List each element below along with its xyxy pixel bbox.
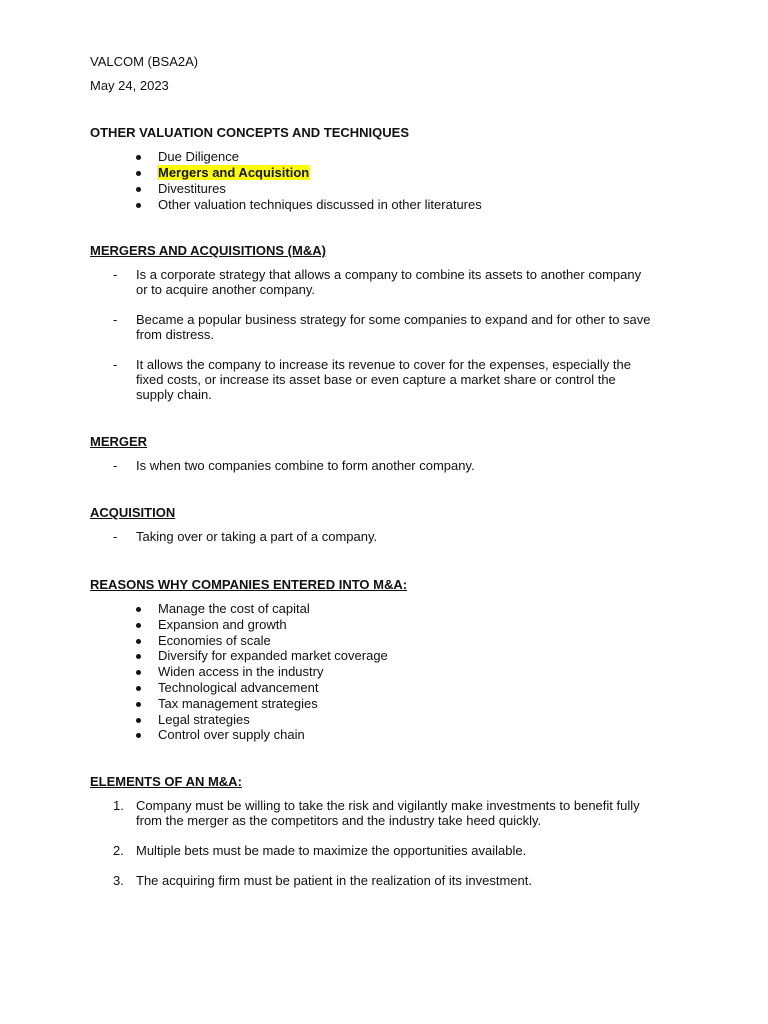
bullet-icon (136, 623, 141, 628)
section-title-elements: ELEMENTS OF AN M&A: (90, 774, 242, 789)
dash-icon: - (113, 529, 118, 544)
list-item: Economies of scale (158, 633, 271, 648)
list-item: Other valuation techniques discussed in other literatures (158, 197, 482, 212)
paragraph-line: Became a popular business strategy for some companies to expand and for other to save (136, 312, 651, 327)
list-number: 3. (113, 873, 124, 888)
paragraph-line: or to acquire another company. (136, 282, 315, 297)
list-item: Widen access in the industry (158, 664, 324, 679)
list-item: Due Diligence (158, 149, 239, 164)
dash-icon: - (113, 458, 118, 473)
bullet-icon (136, 203, 141, 208)
bullet-icon (136, 639, 141, 644)
numbered-item-line: Company must be willing to take the risk and vigilantly make investments to benefit fully (136, 798, 640, 813)
list-item: Manage the cost of capital (158, 601, 310, 616)
bullet-icon (136, 718, 141, 723)
bullet-icon (136, 155, 141, 160)
list-item: Technological advancement (158, 680, 319, 695)
paragraph-line: from distress. (136, 327, 215, 342)
author-line: VALCOM (BSA2A) (90, 54, 199, 69)
paragraph-line: It allows the company to increase its revenue to cover for the expenses, especially the (136, 357, 631, 372)
section-title-reasons: REASONS WHY COMPANIES ENTERED INTO M&A: (90, 577, 408, 592)
list-item: Expansion and growth (158, 617, 287, 632)
paragraph-line: Is a corporate strategy that allows a company to combine its assets to another company (136, 267, 642, 282)
list-item: Legal strategies (158, 712, 250, 727)
dash-icon: - (113, 357, 118, 372)
bullet-icon (136, 670, 141, 675)
list-number: 2. (113, 843, 124, 858)
section-title-other-valuation: OTHER VALUATION CONCEPTS AND TECHNIQUES (90, 125, 409, 140)
list-item: Diversify for expanded market coverage (158, 648, 388, 663)
dash-icon: - (113, 312, 118, 327)
paragraph-line: Is when two companies combine to form another company. (136, 458, 475, 473)
paragraph-line: fixed costs, or increase its asset base or even capture a market share or control the (136, 372, 616, 387)
numbered-item-line: Multiple bets must be made to maximize the opportunities available. (136, 843, 527, 858)
list-item: Control over supply chain (158, 727, 305, 742)
list-item-highlighted (157, 165, 310, 180)
bullet-icon (136, 654, 141, 659)
paragraph-line: Taking over or taking a part of a company. (136, 529, 378, 544)
section-title-merger: MERGER (90, 434, 148, 449)
list-item: Divestitures (158, 181, 226, 196)
numbered-item-line: from the merger as the competitors and the industry take heed quickly. (136, 813, 542, 828)
section-title-mergers-acquisitions: MERGERS AND ACQUISITIONS (M&A) (90, 243, 326, 258)
section-title-acquisition: ACQUISITION (90, 505, 176, 520)
bullet-icon (136, 607, 141, 612)
bullet-icon (136, 686, 141, 691)
dash-icon: - (113, 267, 118, 282)
highlighted-text: Mergers and Acquisition (158, 165, 310, 180)
bullet-icon (136, 171, 141, 176)
bullet-icon (136, 733, 141, 738)
numbered-item-line: The acquiring firm must be patient in the realization of its investment. (136, 873, 532, 888)
list-item: Tax management strategies (158, 696, 318, 711)
bullet-icon (136, 187, 141, 192)
list-number: 1. (113, 798, 124, 813)
bullet-icon (136, 702, 141, 707)
paragraph-line: supply chain. (136, 387, 212, 402)
date-line: May 24, 2023 (90, 78, 169, 93)
